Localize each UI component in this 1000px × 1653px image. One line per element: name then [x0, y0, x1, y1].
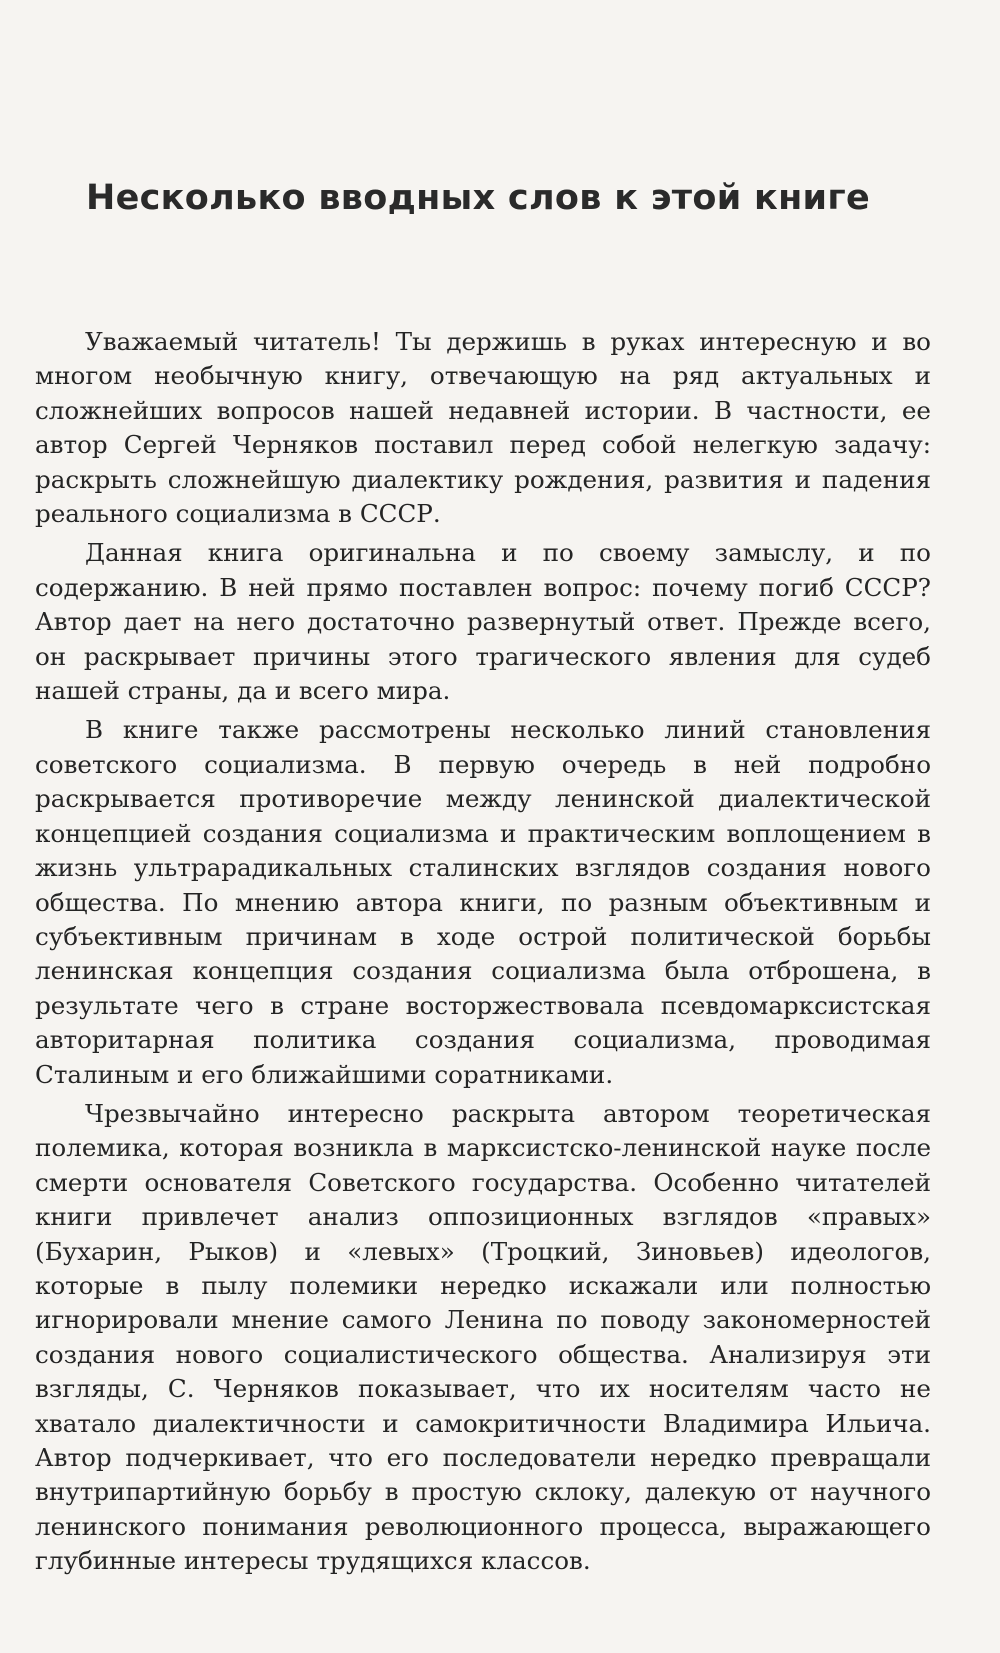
- paragraph: Данная книга оригинальна и по своему замыслу, и по содержанию. В ней прямо поставлен вопрос: почему погиб СССР? Автор дает на него достаточно развернутый ответ. Прежде всего, он раскрывает причины этого трагического явления для судеб нашей страны, да и всего мира.: [35, 538, 931, 706]
- paragraph: В книге также рассмотрены несколько линий становления советского социализма. В первую очередь в ней подробно раскрывается противоречие между ленинской диалектической концепцией создания социализма и практическим воплощением в жизнь ультрарадикальных сталинских взглядов создания нового общества. По мнению автора книги, по разным объективным и субъективным причинам в ходе острой политической борьбы ленинская концепция создания социализма была отброшена, в результате чего в стране восторжествовала псевдомарксистская авторитарная политика создания социализма, проводимая Сталиным и его ближайшими соратниками.: [35, 715, 931, 1089]
- paragraph: Уважаемый читатель! Ты держишь в руках интересную и во многом необычную книгу, отвечающую на ряд актуальных и сложнейших вопросов нашей недавней истории. В частности, ее автор Сергей Черняков поставил перед собой нелегкую задачу: раскрыть сложнейшую диалектику рождения, развития и падения реального социализма в СССР.: [35, 327, 931, 529]
- chapter-title: Несколько вводных слов к этой книге: [86, 178, 871, 218]
- body-text: [35, 325, 931, 1584]
- paragraph: Чрезвычайно интересно раскрыта автором теоретическая полемика, которая возникла в марксистско-ленинской науке после смерти основателя Советского государства. Особенно читателей книги привлечет анализ оппозиционных взглядов «правых» (Бухарин, Рыков) и «левых» (Троцкий, Зиновьев) идеологов, которые в пылу полемики нередко искажали или полностью игнорировали мнение самого Ленина по поводу закономерностей создания нового социалистического общества. Анализируя эти взгляды, С. Черняков показывает, что их носителям часто не хватало диалектичности и самокритичности Владимира Ильича. Автор подчеркивает, что его последователи нередко превращали внутрипартийную борьбу в простую склоку, далекую от научного ленинского понимания революционного процесса, выражающего глубинные интересы трудящихся классов.: [35, 1098, 931, 1576]
